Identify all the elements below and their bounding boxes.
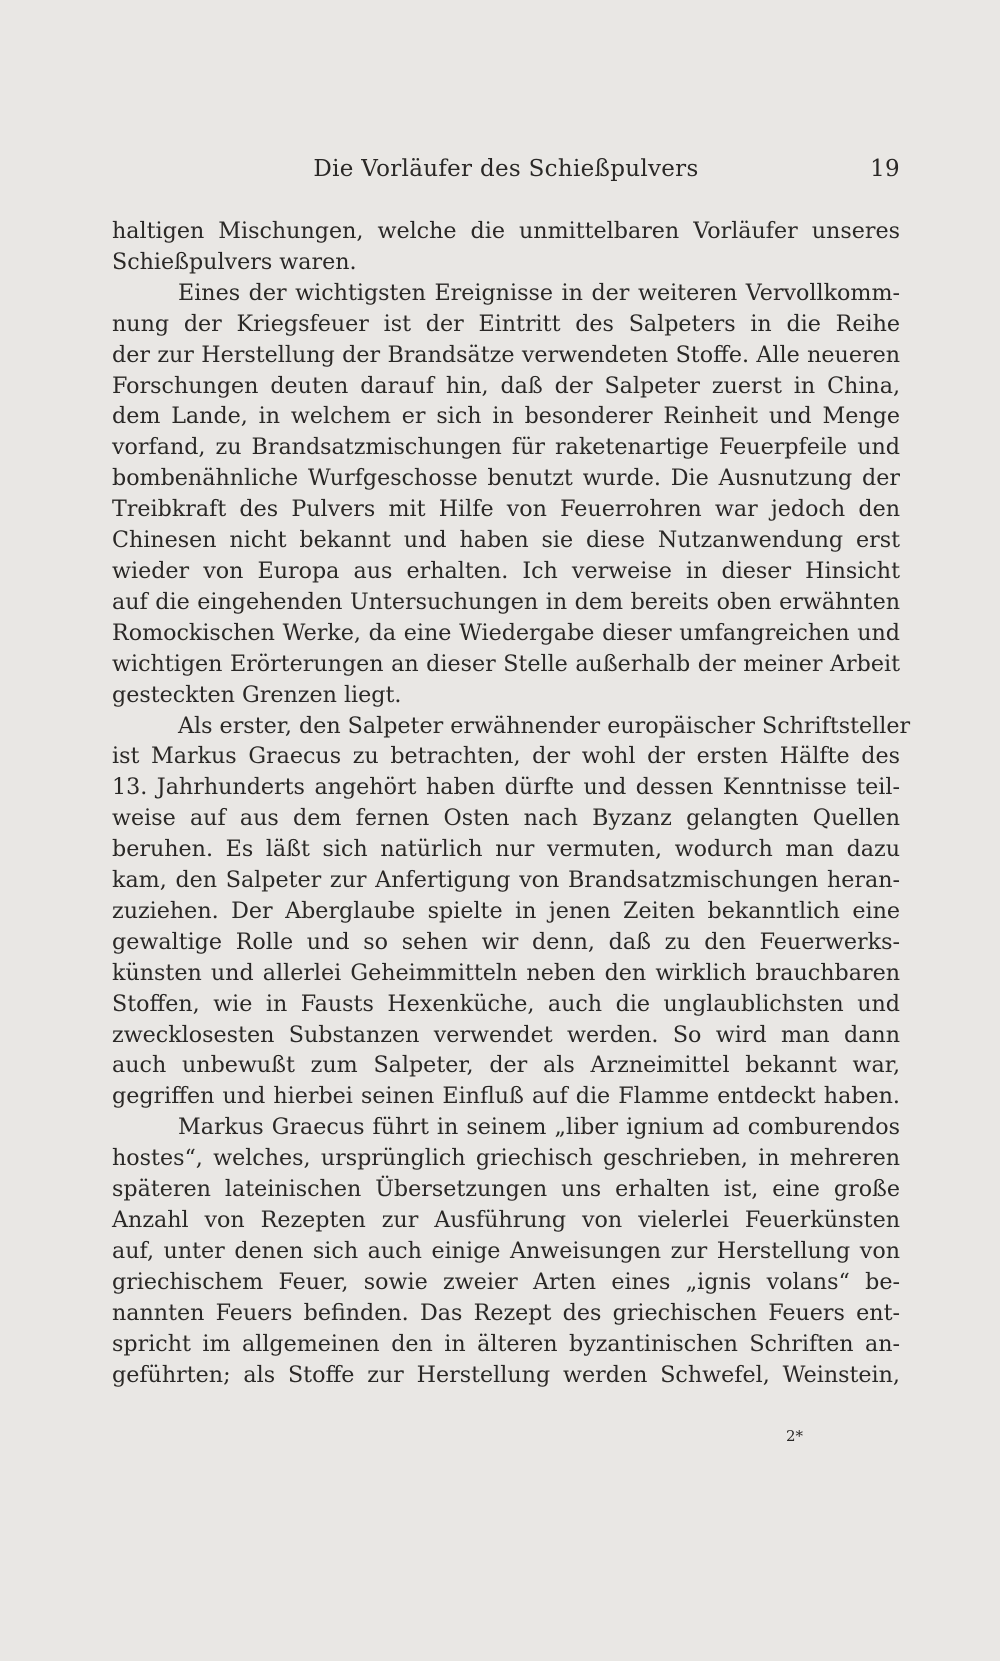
body-text xyxy=(112,216,911,1390)
text-line: kam, den Salpeter zur Anfertigung von Brandsatzmischungen heran- xyxy=(112,867,900,894)
text-line: Romockischen Werke, da eine Wiedergabe dieser umfangreichen und xyxy=(112,619,900,646)
text-line: wichtigen Erörterungen an dieser Stelle außerhalb der meiner Arbeit xyxy=(112,650,900,677)
text-line: vorfand, zu Brandsatzmischungen für raketenartige Feuerpfeile und xyxy=(112,434,900,461)
text-line: der zur Herstellung der Brandsätze verwendeten Stoffe. Alle neueren xyxy=(112,341,900,368)
text-line: auch unbewußt zum Salpeter, der als Arzneimittel bekannt war, xyxy=(112,1052,900,1079)
text-line: nannten Feuers befinden. Das Rezept des griechischen Feuers ent- xyxy=(112,1299,900,1326)
text-line: zuziehen. Der Aberglaube spielte in jenen Zeiten bekanntlich eine xyxy=(112,897,900,924)
text-line: spricht im allgemeinen den in älteren byzantinischen Schriften an- xyxy=(112,1330,900,1357)
text-line: gewaltige Rolle und so sehen wir denn, daß zu den Feuerwerks- xyxy=(112,928,900,955)
text-line: gesteckten Grenzen liegt. xyxy=(112,681,402,708)
text-line: hostes“, welches, ursprünglich griechisch geschrieben, in mehreren xyxy=(112,1145,900,1172)
text-line: wieder von Europa aus erhalten. Ich verweise in dieser Hinsicht xyxy=(112,557,900,584)
text-line: künsten und allerlei Geheimmitteln neben den wirklich brauchbaren xyxy=(112,959,900,986)
text-line: Stoffen, wie in Fausts Hexenküche, auch die unglaublichsten und xyxy=(112,990,900,1017)
text-line: späteren lateinischen Übersetzungen uns erhalten ist, eine große xyxy=(112,1176,900,1203)
text-line: Treibkraft des Pulvers mit Hilfe von Feuerrohren war jedoch den xyxy=(112,496,900,523)
running-title: Die Vorläufer des Schießpulvers xyxy=(313,156,699,182)
text-line: bombenähnliche Wurfgeschosse benutzt wurde. Die Ausnutzung der xyxy=(112,465,900,492)
text-line: Als erster, den Salpeter erwähnender europäischer Schriftsteller xyxy=(178,712,911,739)
text-line: ist Markus Graecus zu betrachten, der wohl der ersten Hälfte des xyxy=(112,743,900,770)
text-line: zwecklosesten Substanzen verwendet werden. So wird man dann xyxy=(112,1021,900,1048)
text-line: auf die eingehenden Untersuchungen in dem bereits oben erwähnten xyxy=(112,588,900,615)
text-line: Markus Graecus führt in seinem „liber ignium ad comburendos xyxy=(178,1114,900,1141)
text-line: weise auf aus dem fernen Osten nach Byzanz gelangten Quellen xyxy=(112,805,900,832)
text-line: griechischem Feuer, sowie zweier Arten eines „ignis volans“ be- xyxy=(112,1268,900,1295)
text-line: Anzahl von Rezepten zur Ausführung von vielerlei Feuerkünsten xyxy=(112,1207,900,1233)
text-line: nung der Kriegsfeuer ist der Eintritt des Salpeters in die Reihe xyxy=(112,310,900,337)
text-line: geführten; als Stoffe zur Herstellung werden Schwefel, Weinstein, xyxy=(112,1361,900,1388)
text-line: auf, unter denen sich auch einige Anweisungen zur Herstellung von xyxy=(112,1237,900,1264)
text-line: Forschungen deuten darauf hin, daß der Salpeter zuerst in China, xyxy=(112,372,900,399)
text-line: gegriffen und hierbei seinen Einfluß auf die Flamme entdeckt haben. xyxy=(112,1083,900,1110)
sheet-signature: 2* xyxy=(786,1427,804,1445)
page-header xyxy=(112,152,900,192)
page-number: 19 xyxy=(870,156,900,182)
text-line: beruhen. Es läßt sich natürlich nur vermuten, wodurch man dazu xyxy=(112,836,900,863)
text-line: dem Lande, in welchem er sich in besonderer Reinheit und Menge xyxy=(112,403,900,430)
text-line: haltigen Mischungen, welche die unmittelbaren Vorläufer unseres xyxy=(112,218,900,244)
text-line: 13. Jahrhunderts angehört haben dürfte und dessen Kenntnisse teil- xyxy=(112,774,900,801)
text-line: Eines der wichtigsten Ereignisse in der weiteren Vervollkomm- xyxy=(178,279,900,306)
text-line: Schießpulvers waren. xyxy=(112,248,357,275)
text-line: Chinesen nicht bekannt und haben sie diese Nutzanwendung erst xyxy=(112,527,900,554)
